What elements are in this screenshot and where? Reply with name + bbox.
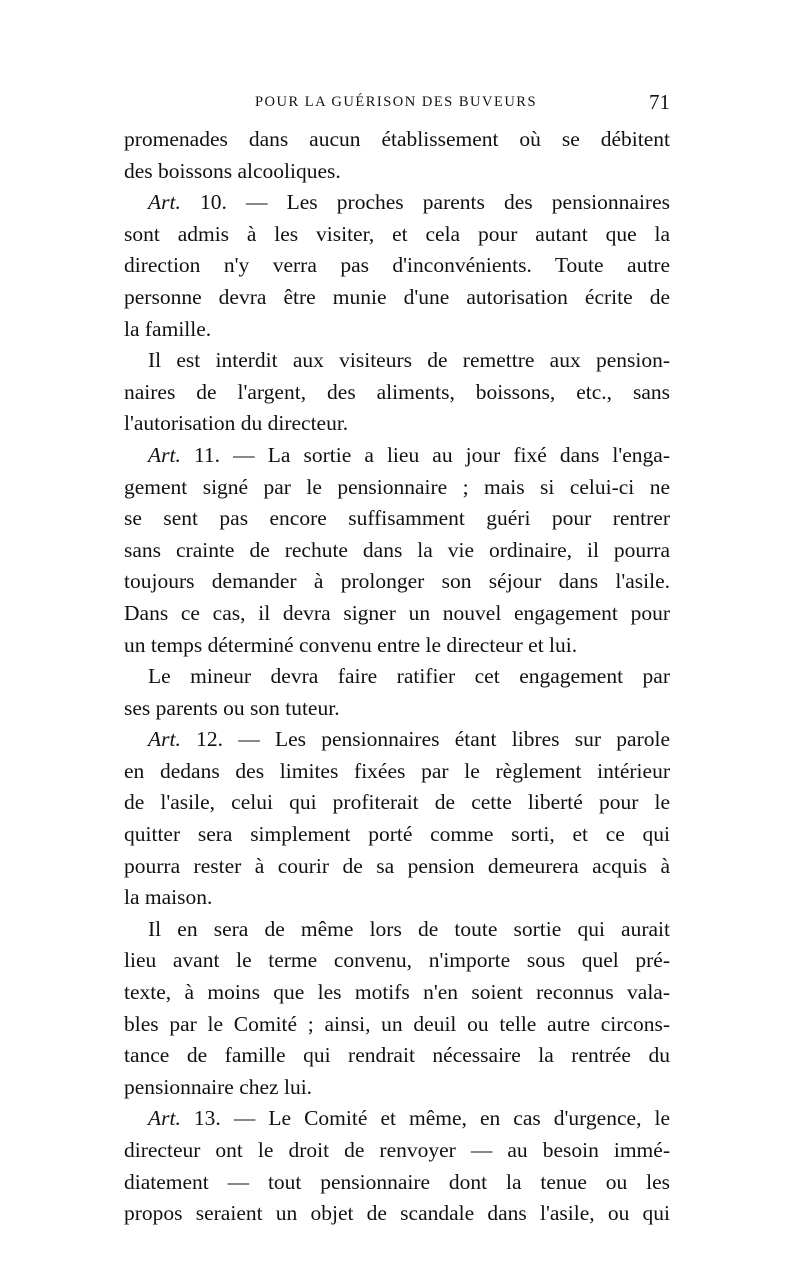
line-text: 11. — La sortie a lieu au jour fixé dans l'enga- (180, 442, 670, 467)
text-line (124, 566, 670, 598)
text-line (124, 882, 670, 914)
text-line (124, 408, 670, 440)
text-line (124, 345, 670, 377)
text-line (124, 1135, 670, 1167)
text-line (124, 503, 670, 535)
line-text: Il en sera de même lors de toute sortie qui aurait (148, 916, 670, 941)
text-line (124, 219, 670, 251)
text-line (124, 440, 670, 472)
line-text: gement signé par le pensionnaire ; mais si celui-ci ne (124, 474, 670, 499)
text-line (124, 187, 670, 219)
text-line (124, 535, 670, 567)
text-line (124, 693, 670, 725)
line-text: 12. — Les pensionnaires étant libres sur parole (180, 727, 670, 752)
line-text: en dedans des limites fixées par le règlement intérieur (124, 758, 670, 783)
line-text: l'autorisation du directeur. (124, 411, 349, 436)
line-text: pensionnaire chez lui. (124, 1074, 313, 1099)
line-text: toujours demander à prolonger son séjour dans l'asile. (124, 569, 670, 594)
line-text: la famille. (124, 316, 212, 341)
text-line (124, 724, 670, 756)
article-label: Art. (148, 190, 181, 215)
text-line (124, 787, 670, 819)
running-title: POUR LA GUÉRISON DES BUVEURS (254, 94, 538, 110)
line-text: quitter sera simplement porté comme sorti, et ce qui (124, 822, 670, 847)
text-line (124, 1072, 670, 1104)
text-line (124, 661, 670, 693)
line-text: des boissons alcooliques. (124, 158, 341, 183)
line-text: bles par le Comité ; ainsi, un deuil ou telle autre circons- (124, 1011, 670, 1036)
line-text: direction n'y verra pas d'inconvénients. Toute autre (124, 253, 670, 278)
line-text: directeur ont le droit de renvoyer — au besoin immé- (124, 1138, 670, 1162)
text-line (124, 945, 670, 977)
line-text: de l'asile, celui qui profiterait de cette liberté pour le (124, 790, 670, 815)
text-line (124, 977, 670, 1009)
text-line (124, 314, 670, 346)
article-label: Art. (148, 442, 181, 467)
line-text: 13. — Le Comité et même, en cas d'urgence, le (180, 1106, 670, 1131)
text-line (124, 851, 670, 883)
text-line (124, 630, 670, 662)
line-text: diatement — tout pensionnaire dont la tenue ou les (124, 1169, 670, 1194)
line-text: la maison. (124, 885, 213, 910)
running-head (122, 90, 670, 114)
text-line (124, 1198, 670, 1230)
text-line (124, 598, 670, 630)
line-text: promenades dans aucun établissement où se débitent (124, 127, 670, 151)
line-text: se sent pas encore suffisamment guéri pour rentrer (124, 506, 670, 531)
line-text: Il est interdit aux visiteurs de remettre aux pension- (148, 348, 670, 373)
body-text (124, 124, 670, 1230)
line-text: un temps déterminé convenu entre le directeur et lui. (124, 632, 578, 657)
line-text: propos seraient un objet de scandale dans l'asile, ou qui (124, 1201, 670, 1226)
line-text: pourra rester à courir de sa pension demeurera acquis à (124, 853, 670, 878)
text-line (124, 1103, 670, 1135)
text-line (124, 377, 670, 409)
line-text: sans crainte de rechute dans la vie ordinaire, il pourra (124, 537, 670, 562)
text-line (124, 472, 670, 504)
line-text: personne devra être munie d'une autorisation écrite de (124, 284, 670, 309)
line-text: sont admis à les visiter, et cela pour autant que la (124, 221, 670, 246)
article-label: Art. (148, 1106, 181, 1131)
text-line (124, 914, 670, 946)
line-text: tance de famille qui rendrait nécessaire la rentrée du (124, 1043, 670, 1068)
text-line (124, 756, 670, 788)
text-line (124, 156, 670, 188)
line-text: 10. — Les proches parents des pensionnaires (180, 190, 670, 215)
text-line (124, 282, 670, 314)
article-label: Art. (148, 727, 181, 752)
line-text: naires de l'argent, des aliments, boissons, etc., sans (124, 379, 670, 404)
line-text: Le mineur devra faire ratifier cet engagement par (148, 664, 670, 689)
text-line (124, 819, 670, 851)
line-text: texte, à moins que les motifs n'en soient reconnus vala- (124, 980, 670, 1005)
text-line (124, 124, 670, 156)
line-text: lieu avant le terme convenu, n'importe sous quel pré- (124, 948, 670, 973)
line-text: Dans ce cas, il devra signer un nouvel engagement pour (124, 600, 670, 625)
line-text: ses parents ou son tuteur. (124, 695, 340, 720)
text-line (124, 1009, 670, 1041)
page-number: 71 (649, 90, 670, 114)
text-line (124, 250, 670, 282)
text-line (124, 1167, 670, 1199)
text-line (124, 1040, 670, 1072)
